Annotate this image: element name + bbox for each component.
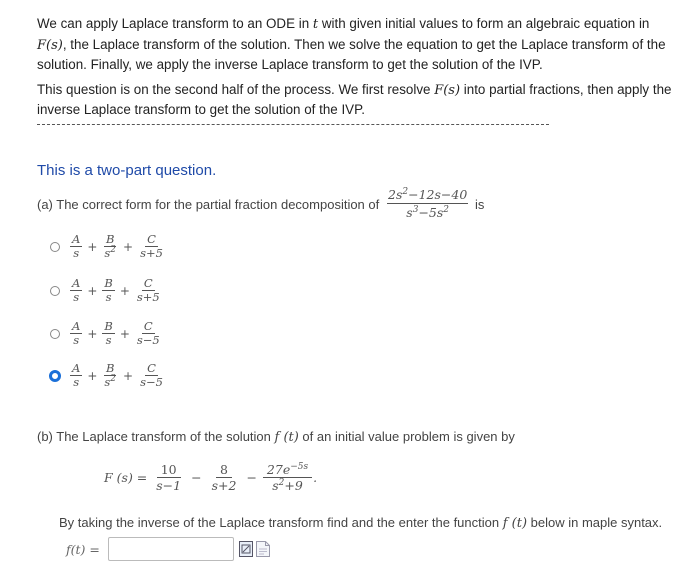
fraction-term: $\frac{B}{s^2}$ bbox=[104, 361, 117, 389]
plus-sign: + bbox=[87, 283, 98, 298]
option-expression bbox=[69, 233, 166, 260]
fraction-term: A s bbox=[72, 276, 81, 304]
intro-paragraph-1: We can apply Laplace transform to an ODE in t with given initial values to form an algebraic equation in F(s), the Laplace transform of the solution. Then we solve the equation to get the Laplace transform of the solution. Finally, we apply the inverse Laplace transform to get the solution of the IVP. bbox=[37, 16, 666, 72]
plus-sign: + bbox=[87, 326, 98, 341]
plus-sign: + bbox=[87, 239, 98, 254]
rational-function: $\frac{2s^2-12s-40}{s^3-5s^2}$ bbox=[388, 187, 468, 220]
part-title: This is a two-part question. bbox=[37, 162, 217, 179]
partial-fraction-option-4[interactable] bbox=[50, 362, 166, 389]
question-b-text: (b) The Laplace transform of the solution f (t) of an initial value problem is given by bbox=[37, 429, 515, 445]
plus-sign: + bbox=[123, 368, 134, 383]
preview-icon[interactable] bbox=[256, 541, 270, 557]
radio-button[interactable] bbox=[50, 286, 60, 296]
partial-fraction-option-3[interactable] bbox=[50, 320, 163, 347]
radio-button[interactable] bbox=[50, 242, 60, 252]
answer-row bbox=[66, 537, 270, 561]
plus-sign: + bbox=[123, 239, 134, 254]
plus-sign: + bbox=[87, 368, 98, 383]
option-expression bbox=[69, 320, 163, 347]
fraction-term: $\frac{C}{s+5}$ bbox=[140, 232, 163, 260]
term-1: $\frac{10}{s-1}$ bbox=[156, 462, 182, 493]
instruction-text: By taking the inverse of the Laplace transform find and the enter the function f (t) below in maple syntax. bbox=[59, 515, 663, 531]
fraction-term: $\frac{B}{s^2}$ bbox=[104, 232, 117, 260]
divider bbox=[37, 124, 549, 125]
laplace-formula: F (s) = $\frac{10}{s-1}$ − $\frac{8}{s+2}$ − $\frac{27e^{-5s}}{s^2+9}$ . bbox=[104, 462, 318, 493]
partial-fraction-option-2[interactable] bbox=[50, 277, 163, 304]
answer-input[interactable] bbox=[108, 537, 234, 561]
question-a-text: (a) The correct form for the partial fraction decomposition of bbox=[37, 197, 380, 212]
fraction-term: $\frac{C}{s-5}$ bbox=[140, 361, 163, 389]
fraction-term: $\frac{C}{s+5}$ bbox=[136, 276, 160, 304]
radio-button[interactable] bbox=[50, 329, 60, 339]
question-a-is: is bbox=[475, 197, 485, 212]
partial-fraction-option-1[interactable] bbox=[50, 233, 166, 260]
equation-editor-icon[interactable] bbox=[239, 541, 253, 557]
fraction-term: $\frac{B}{s}$ bbox=[104, 319, 113, 347]
fraction-term: $\frac{C}{s-5}$ bbox=[136, 319, 160, 347]
radio-button[interactable] bbox=[49, 370, 61, 382]
plus-sign: + bbox=[119, 326, 130, 341]
fraction-term: A s bbox=[72, 361, 81, 389]
term-3: $\frac{27e^{-5s}}{s^2+9}$ bbox=[263, 462, 312, 493]
fraction-term: A s bbox=[72, 232, 81, 260]
answer-label: f(t) = bbox=[66, 541, 100, 557]
option-expression bbox=[69, 362, 166, 389]
option-expression bbox=[69, 277, 163, 304]
intro-text bbox=[37, 14, 682, 125]
intro-paragraph-2: This question is on the second half of the process. We first resolve F(s) into partial fractions, then apply the inverse Laplace transform to get the solution of the IVP. bbox=[37, 81, 672, 117]
term-2: $\frac{8}{s+2}$ bbox=[211, 462, 237, 493]
plus-sign: + bbox=[119, 283, 130, 298]
fraction-term: $\frac{B}{s}$ bbox=[104, 276, 113, 304]
fraction-term: A s bbox=[72, 319, 81, 347]
